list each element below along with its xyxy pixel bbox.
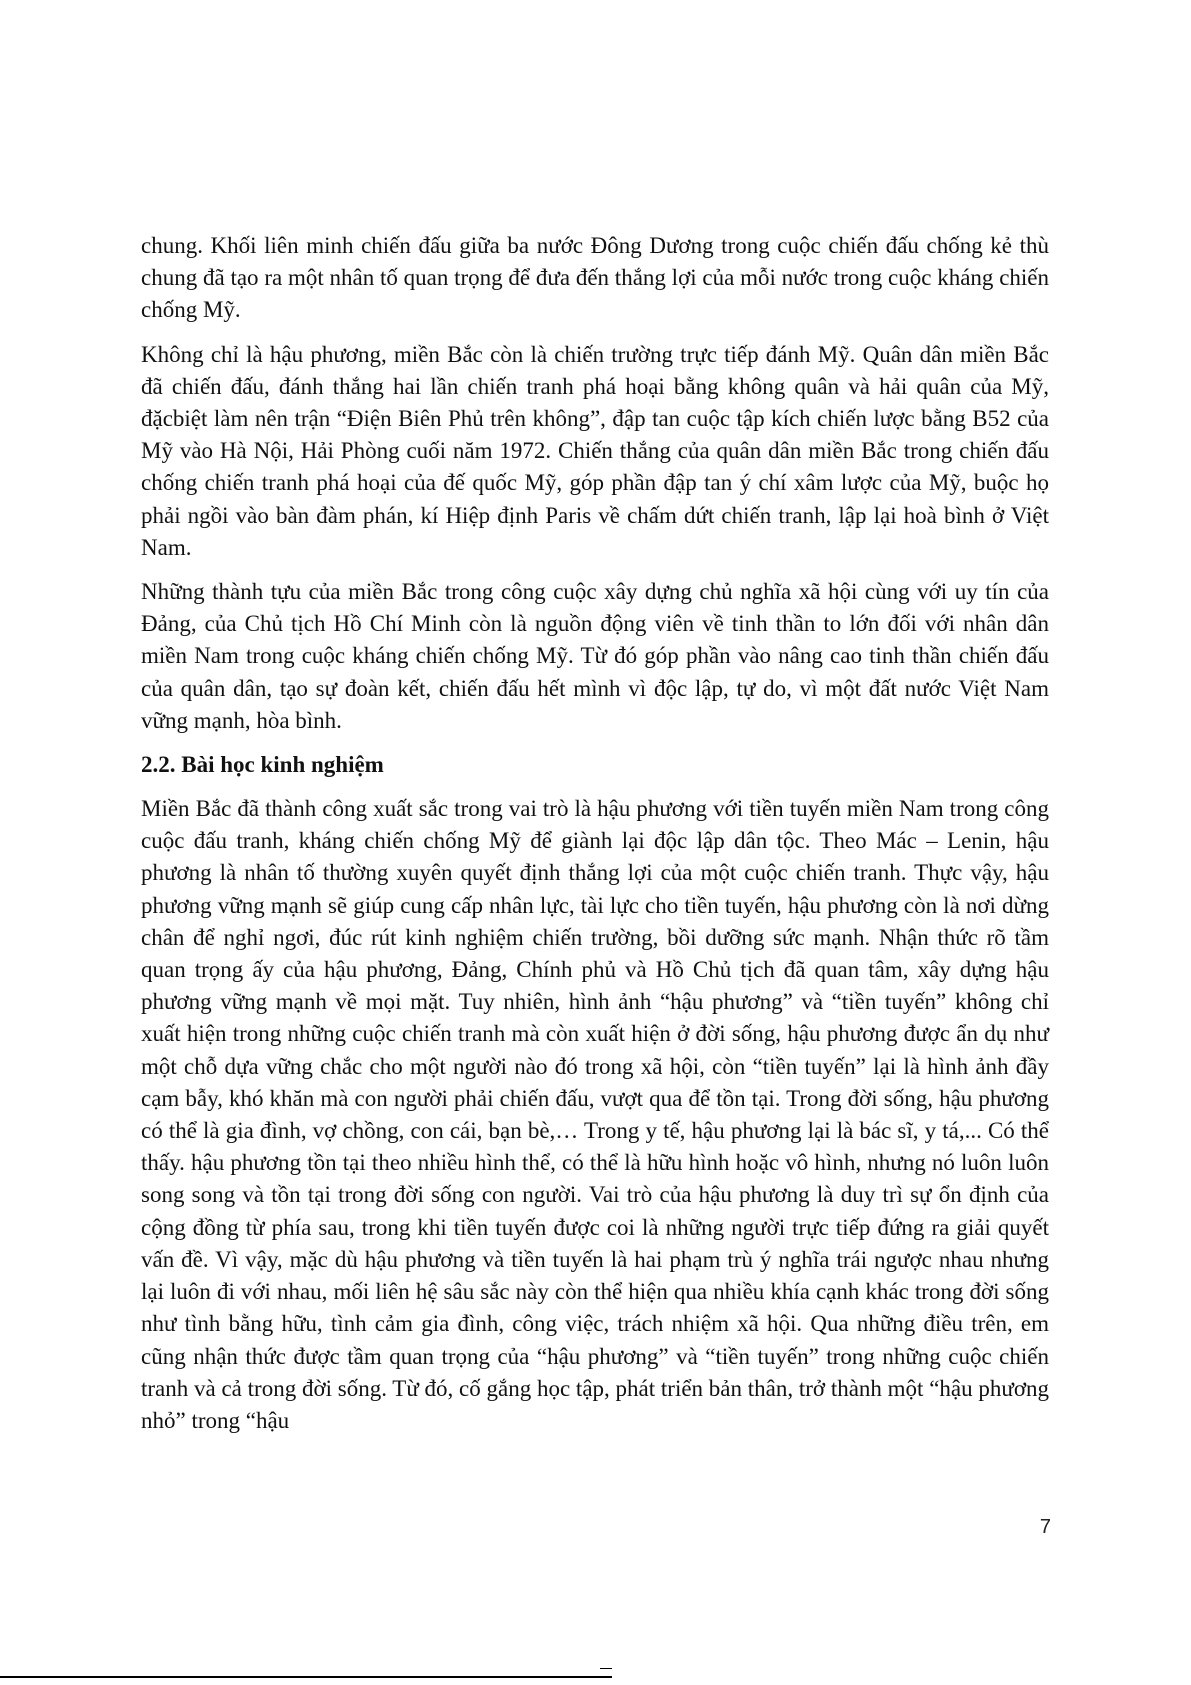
page-body [141, 230, 1049, 1449]
paragraph-indochina-alliance: chung. Khối liên minh chiến đấu giữa ba nước Đông Dương trong cuộc chiến đấu chống kẻ thù chung đã tạo ra một nhân tố quan trọng để đưa đến thắng lợi của mỗi nước trong cuộc kháng chiến chống Mỹ. [141, 233, 1049, 323]
footer-rule [0, 1676, 612, 1678]
paragraph-north-achievements: Những thành tựu của miền Bắc trong công cuộc xây dựng chủ nghĩa xã hội cùng với uy tín của Đảng, của Chủ tịch Hồ Chí Minh còn là nguồn động viên về tinh thần to lớn đối với nhân dân miền Nam trong cuộc kháng chiến chống Mỹ. Từ đó góp phần vào nâng cao tinh thần chiến đấu của quân dân, tạo sự đoàn kết, chiến đấu hết mình vì độc lập, tự do, vì một đất nước Việt Nam vững mạnh, hòa bình. [141, 579, 1049, 733]
page-number: 7 [1039, 1516, 1051, 1538]
section-heading: 2.2. Bài học kinh nghiệm [141, 752, 384, 778]
paragraph-north-battlefield: Không chỉ là hậu phương, miền Bắc còn là chiến trường trực tiếp đánh Mỹ. Quân dân miền Bắc đã chiến đấu, đánh thắng hai lần chiến tranh phá hoại bằng không quân và hải quân của Mỹ, đặcbiệt làm nên trận “Điện Biên Phủ trên không”, đập tan cuộc tập kích chiến lược bằng B52 của Mỹ vào Hà Nội, Hải Phòng cuối năm 1972. Chiến thắng của quân dân miền Bắc trong chiến đấu chống chiến tranh phá hoại của đế quốc Mỹ, góp phần đập tan ý chí xâm lược của Mỹ, buộc họ phải ngồi vào bàn đàm phán, kí Hiệp định Paris về chấm dứt chiến tranh, lập lại hoà bình ở Việt Nam. [141, 341, 1049, 560]
paragraph-lessons: Miền Bắc đã thành công xuất sắc trong vai trò là hậu phương với tiền tuyến miền Nam trong công cuộc đấu tranh, kháng chiến chống Mỹ để giành lại độc lập dân tộc. Theo Mác – Lenin, hậu phương là nhân tố thường xuyên quyết định thắng lợi của một cuộc chiến tranh. Thực vậy, hậu phương vững mạnh sẽ giúp cung cấp nhân lực, tài lực cho tiền tuyến, hậu phương còn là nơi dừng chân để nghỉ ngơi, đúc rút kinh nghiệm chiến trường, bồi dưỡng sức mạnh. Nhận thức rõ tầm quan trọng ấy của hậu phương, Đảng, Chính phủ và Hồ Chủ tịch đã quan tâm, xây dựng hậu phương vững mạnh về mọi mặt. Tuy nhiên, hình ảnh “hậu phương” và “tiền tuyến” không chỉ xuất hiện trong những cuộc chiến tranh mà còn xuất hiện ở đời sống, hậu phương được ẩn dụ như một chỗ dựa vững chắc cho một người nào đó trong xã hội, còn “tiền tuyến” lại là hình ảnh đầy cạm bẫy, khó khăn mà con người phải chiến đấu, vượt qua để tồn tại. Trong đời sống, hậu phương có thể là gia đình, vợ chồng, con cái, bạn bè,… Trong y tế, hậu phương lại là bác sĩ, y tá,... Có thể thấy. hậu phương tồn tại theo nhiều hình thể, có thể là hữu hình hoặc vô hình, nhưng nó luôn luôn song song và tồn tại trong đời sống con người. Vai trò của hậu phương là duy trì sự ổn định của cộng đồng từ phía sau, trong khi tiền tuyến được coi là những người trực tiếp đứng ra giải quyết vấn đề. Vì vậy, mặc dù hậu phương và tiền tuyến là hai phạm trù ý nghĩa trái ngược nhau nhưng lại luôn đi với nhau, mối liên hệ sâu sắc này còn thể hiện qua nhiều khía cạnh khác trong đời sống như tình bằng hữu, tình cảm gia đình, công việc, trách nhiệm xã hội. Qua những điều trên, em cũng nhận thức được tầm quan trọng của “hậu phương” và “tiền tuyến” trong những cuộc chiến tranh và cả trong đời sống. Từ đó, cố gắng học tập, phát triển bản thân, trở thành một “hậu phương nhỏ” trong “hậu [141, 796, 1049, 1433]
footer-rule-tick [600, 1668, 612, 1669]
